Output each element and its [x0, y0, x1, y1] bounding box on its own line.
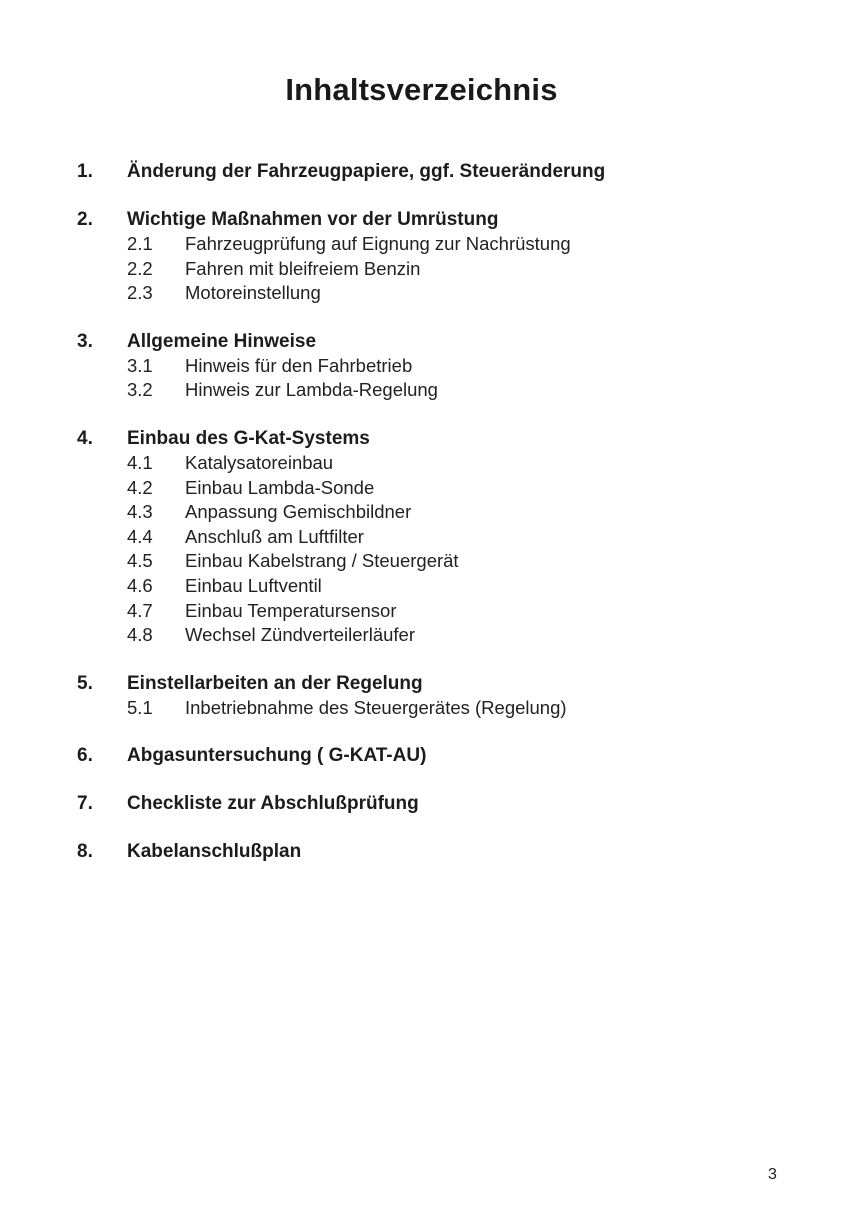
toc-subsection-title: Hinweis für den Fahrbetrieb — [185, 354, 413, 376]
toc-subsection-number: 2.3 — [127, 282, 153, 304]
toc-section — [0, 744, 843, 768]
table-of-contents — [0, 160, 843, 888]
toc-subsection-title: Motoreinstellung — [185, 282, 321, 304]
toc-section-number: 8. — [77, 841, 93, 863]
toc-section — [0, 792, 843, 816]
toc-subsection-number: 3.2 — [127, 379, 153, 401]
toc-section — [0, 330, 843, 403]
toc-subsection — [0, 354, 843, 379]
toc-subsection — [0, 525, 843, 550]
toc-section-title: Einbau des G-Kat-Systems — [127, 427, 370, 449]
toc-subsection — [0, 257, 843, 282]
toc-section — [0, 840, 843, 864]
toc-section-heading — [0, 330, 843, 354]
toc-section-title: Allgemeine Hinweise — [127, 330, 317, 352]
toc-section-title: Kabelanschlußplan — [127, 841, 302, 863]
toc-subsection — [0, 232, 843, 257]
toc-subsection-number: 4.7 — [127, 599, 153, 621]
toc-subsection-title: Anpassung Gemischbildner — [185, 501, 412, 523]
toc-section-heading — [0, 744, 843, 768]
toc-subsection-number: 2.2 — [127, 257, 153, 279]
toc-subsection-number: 4.2 — [127, 476, 153, 498]
toc-subsection-title: Anschluß am Luftfilter — [185, 525, 364, 547]
toc-section — [0, 160, 843, 184]
toc-section-heading — [0, 208, 843, 232]
page-title: Inhaltsverzeichnis — [285, 72, 558, 107]
toc-section-heading — [0, 427, 843, 451]
toc-subsection-number: 2.1 — [127, 233, 153, 254]
toc-subsection-number: 5.1 — [127, 696, 153, 718]
toc-subsection-title: Einbau Luftventil — [185, 574, 322, 596]
toc-section-title: Checkliste zur Abschlußprüfung — [127, 793, 419, 815]
toc-subsection — [0, 623, 843, 648]
toc-subsection — [0, 500, 843, 525]
toc-subsection-title: Einbau Kabelstrang / Steuergerät — [185, 550, 459, 572]
toc-subsection-number: 4.8 — [127, 624, 153, 646]
toc-subsection — [0, 549, 843, 574]
toc-subsection-number: 4.6 — [127, 574, 153, 596]
toc-subsection-number: 4.1 — [127, 451, 153, 473]
toc-section-title: Änderung der Fahrzeugpapiere, ggf. Steueränderung — [127, 161, 606, 182]
toc-section-number: 3. — [77, 330, 93, 352]
toc-section-number: 2. — [77, 209, 93, 230]
toc-section-title: Abgasuntersuchung ( G-KAT-AU) — [127, 745, 427, 767]
toc-subsection — [0, 378, 843, 403]
toc-subsection — [0, 451, 843, 476]
toc-subsection-number: 4.4 — [127, 525, 153, 547]
toc-section-number: 1. — [77, 161, 93, 182]
page-number: 3 — [768, 1166, 777, 1183]
toc-subsection-title: Inbetriebnahme des Steuergerätes (Regelung) — [185, 696, 567, 718]
toc-subsection-title: Katalysatoreinbau — [185, 451, 334, 473]
toc-section — [0, 208, 843, 306]
toc-subsection-title: Einbau Lambda-Sonde — [185, 476, 375, 498]
toc-section-title: Wichtige Maßnahmen vor der Umrüstung — [127, 209, 499, 230]
toc-section — [0, 672, 843, 721]
toc-section-number: 5. — [77, 672, 93, 694]
toc-subsection — [0, 599, 843, 624]
toc-subsection-number: 3.1 — [127, 354, 153, 376]
toc-subsection — [0, 281, 843, 306]
toc-section — [0, 427, 843, 648]
toc-section-heading — [0, 792, 843, 816]
toc-subsection-title: Wechsel Zündverteilerläufer — [185, 624, 415, 646]
toc-section-number: 4. — [77, 427, 93, 449]
toc-subsection-title: Fahren mit bleifreiem Benzin — [185, 257, 421, 279]
toc-subsection — [0, 696, 843, 721]
toc-section-title: Einstellarbeiten an der Regelung — [127, 672, 423, 694]
toc-subsection-number: 4.3 — [127, 501, 153, 523]
toc-section-number: 7. — [77, 793, 93, 815]
toc-section-heading — [0, 840, 843, 864]
toc-subsection — [0, 574, 843, 599]
toc-subsection-number: 4.5 — [127, 550, 153, 572]
toc-section-number: 6. — [77, 745, 93, 767]
toc-subsection — [0, 476, 843, 501]
toc-subsection-title: Einbau Temperatursensor — [185, 599, 397, 621]
toc-section-heading — [0, 160, 843, 184]
toc-section-heading — [0, 672, 843, 696]
toc-subsection-title: Fahrzeugprüfung auf Eignung zur Nachrüstung — [185, 233, 571, 254]
toc-subsection-title: Hinweis zur Lambda-Regelung — [185, 379, 438, 401]
